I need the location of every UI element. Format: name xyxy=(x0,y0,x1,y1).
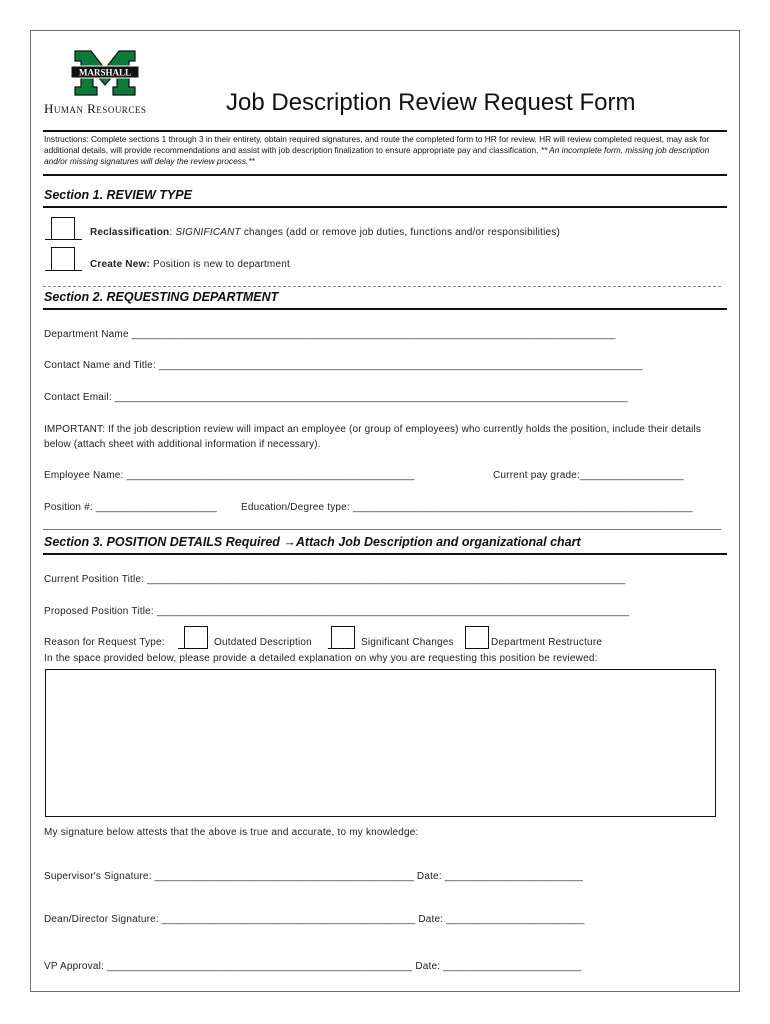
vp-approval-field[interactable]: VP Approval: _____________________________________________________ Date: ________________________ xyxy=(44,961,582,972)
employee-name-field[interactable]: Employee Name: __________________________________________________ xyxy=(44,470,415,481)
outdated-option: Outdated Description xyxy=(214,637,312,648)
section1-divider xyxy=(43,286,721,287)
create-new-checkbox[interactable] xyxy=(51,247,75,271)
instructions-rule xyxy=(43,174,727,176)
current-title-field[interactable]: Current Position Title: ___________________________________________________________________________________ xyxy=(44,574,626,585)
instructions xyxy=(44,134,724,168)
header-rule xyxy=(43,130,727,132)
restructure-option: Department Restructure xyxy=(491,637,603,648)
instructions-emphasis: ** An incomplete form, missing job description and/or missing signatures will delay the review process.** xyxy=(44,145,710,167)
supervisor-signature-field[interactable]: Supervisor's Signature: _____________________________________________ Date: ________________________ xyxy=(44,871,584,882)
significant-checkbox[interactable] xyxy=(331,626,355,649)
section1-heading: Section 1. REVIEW TYPE xyxy=(44,188,192,202)
reason-label: Reason for Request Type: xyxy=(44,637,165,648)
section3-rule xyxy=(43,553,727,555)
contact-email-field[interactable]: Contact Email: _________________________________________________________________________________________ xyxy=(44,392,628,403)
create-new-option: Create New: Position is new to department xyxy=(90,259,290,270)
attestation-text: My signature below attests that the above is true and accurate, to my knowledge: xyxy=(44,827,419,838)
explanation-prompt: In the space provided below, please provide a detailed explanation on why you are requesting this position be reviewed: xyxy=(44,653,598,664)
form-title: Job Description Review Request Form xyxy=(226,89,636,116)
reclassification-checkbox[interactable] xyxy=(51,217,75,240)
underline xyxy=(75,270,82,271)
underline xyxy=(75,239,82,240)
outdated-checkbox[interactable] xyxy=(184,626,208,649)
important-note: IMPORTANT: If the job description review will impact an employee (or group of employees) who currently holds the position, include their details below (attach sheet with additional information if necessary). xyxy=(44,424,702,450)
education-field[interactable]: Education/Degree type: ___________________________________________________________ xyxy=(241,502,693,513)
reclassification-option: Reclassification: SIGNIFICANT changes (add or remove job duties, functions and/or responsibilities) xyxy=(90,227,561,238)
section2-heading: Section 2. REQUESTING DEPARTMENT xyxy=(44,290,279,304)
department-name: Human Resources xyxy=(44,101,147,116)
position-number-field[interactable]: Position #: _____________________ xyxy=(44,502,217,513)
significant-option: Significant Changes xyxy=(361,637,454,648)
pay-grade-field[interactable]: Current pay grade:__________________ xyxy=(493,470,684,481)
restructure-checkbox[interactable] xyxy=(465,626,489,649)
section2-divider xyxy=(43,529,721,530)
marshall-logo xyxy=(69,49,141,97)
instructions-text: Instructions: Complete sections 1 through 3 in their entirety, obtain required signatures, and route the completed form to HR for review. HR will review completed request, may ask for additional details, will provide recommendations and assist with job description finalization to ensure appropriate pay and classification. xyxy=(44,134,710,156)
contact-name-field[interactable]: Contact Name and Title: ____________________________________________________________________________________ xyxy=(44,360,643,371)
section3-heading: Section 3. POSITION DETAILS Required →Attach Job Description and organizational chart xyxy=(44,535,581,549)
form-page xyxy=(30,30,740,992)
section2-rule xyxy=(43,308,727,310)
department-name-field[interactable]: Department Name ____________________________________________________________________________________ xyxy=(44,329,616,340)
logo-wordmark: MARSHALL xyxy=(78,67,132,78)
proposed-title-field[interactable]: Proposed Position Title: __________________________________________________________________________________ xyxy=(44,606,630,617)
explanation-textbox[interactable] xyxy=(45,669,716,817)
section1-rule xyxy=(43,206,727,208)
dean-signature-field[interactable]: Dean/Director Signature: ____________________________________________ Date: ________________________ xyxy=(44,914,585,925)
arrow-icon: → xyxy=(283,535,296,549)
